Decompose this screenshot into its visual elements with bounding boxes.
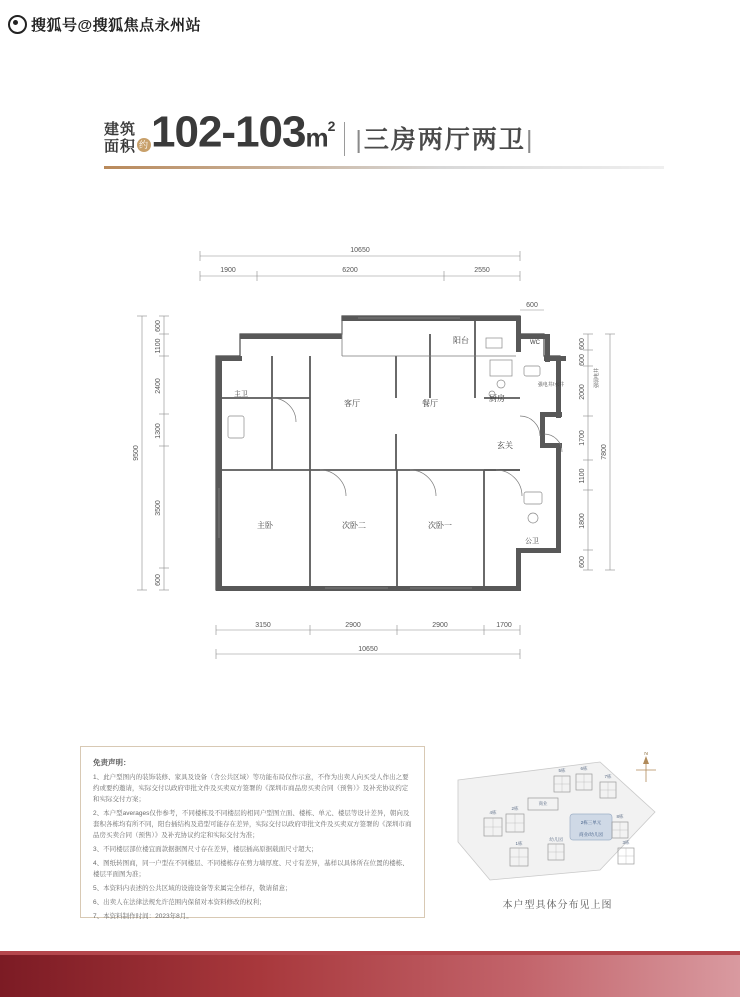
disclaimer-item: 4、图纸转图商，同一户型在不同楼层、不同楼栋存在剪力墙厚度、尺寸有差异，基样以具体所在位置的楼栋、楼层平面图为准； (93, 860, 409, 878)
dim-bot-seg-1: 2900 (345, 622, 361, 629)
site-block-label: 商业 (538, 801, 548, 806)
room-label-bedroom-2: 次卧二 (342, 521, 366, 530)
floor-plan (120, 238, 640, 678)
area-number: 102-103 (151, 107, 306, 157)
dim-left-seg-2: 2400 (155, 378, 162, 394)
title-area-label-line2: 面积 (104, 137, 137, 155)
dim-right-seg-2: 2000 (579, 384, 586, 400)
site-block-label: 幼儿园 (549, 837, 563, 842)
room-label-master-bedroom: 主卧 (257, 521, 273, 530)
dim-left-seg-5: 600 (155, 574, 162, 586)
site-block-label: 7栋 (604, 774, 612, 779)
dim-right-seg-3: 1700 (579, 430, 586, 446)
room-label-shaft-2: 强弱电井 (594, 367, 600, 389)
disclaimer-item: 5、本资料内表述的公共区域的设施设备等来属完全样存，敬请留意； (93, 885, 292, 892)
disclaimer-item: 6、出卖人在法律法规允许范围内保留对本资料修改的权利； (93, 899, 266, 906)
dim-bot-seg-3: 1700 (496, 622, 512, 629)
room-label-bedroom-1: 次卧一 (428, 521, 452, 530)
north-label: N (644, 752, 648, 757)
dim-top-seg-1: 6200 (342, 267, 358, 274)
dim-left-overall: 9500 (133, 445, 140, 461)
dim-right-seg-0: 600 (579, 338, 586, 350)
bottom-bar (0, 955, 740, 997)
dim-right-seg-4: 1100 (579, 468, 586, 484)
dim-right-seg-1: 600 (579, 354, 586, 366)
dim-left-seg-1: 1100 (155, 338, 162, 354)
dim-small-0: 600 (526, 302, 538, 309)
dim-left-seg-4: 3500 (155, 500, 162, 516)
title-layout (355, 120, 534, 156)
dim-bot-seg-2: 2900 (432, 622, 448, 629)
room-label-living: 客厅 (344, 399, 360, 408)
site-highlight-sublabel: 商业/幼儿园 (579, 832, 603, 837)
title-area-label (104, 122, 153, 155)
site-map-caption: 本户型具体分布见上图 (502, 900, 613, 911)
site-block-label: 5栋 (558, 768, 566, 773)
layout-tick-left: | (355, 125, 364, 154)
dim-left-seg-0: 600 (155, 320, 162, 332)
room-label-public-bath: 公卫 (525, 538, 539, 545)
room-label-dining: 餐厅 (422, 399, 438, 408)
dim-right-overall: 7800 (601, 444, 608, 460)
disclaimer-item: 1、此户型图内的装饰装修、家具及设备（含公共区域）等功能布局仅作示意，不作为出卖人向买受人作出之要约或要约邀请，实际交付以政府审批文件及买卖双方签署的《深圳市商品房买卖合同（预售）》及补充协议约定和实际交付方案； (93, 774, 409, 803)
room-label-kitchen: 厨房 (489, 394, 505, 403)
watermark-text: 搜狐号@搜狐焦点永州站 (31, 17, 202, 34)
area-unit: m (305, 122, 328, 153)
title-area-value (151, 104, 334, 160)
room-label-foyer: 玄关 (497, 441, 513, 450)
site-map (450, 752, 665, 892)
site-block-label: 3栋 (622, 840, 630, 845)
dim-right-seg-6: 600 (579, 556, 586, 568)
layout-tick-right: | (525, 125, 535, 154)
dim-top-overall: 10650 (350, 247, 370, 254)
area-unit-sup: 2 (327, 118, 335, 134)
sohu-logo-icon (8, 15, 27, 34)
title-rule (104, 166, 664, 169)
disclaimer-item: 3、不同楼层部位楼宜面款据据图尺寸存在差异，楼层插高原据载面尺寸超大； (93, 846, 318, 853)
room-label-wc: WC (530, 340, 540, 346)
title-area-label-line1: 建筑 (104, 120, 137, 138)
disclaimer-item: 2、本户型averages仅作参考，不同楼栋及不同楼层的相同户型图立面、楼栋、单元、楼层等设计差异，朝向及套积各栋均有所不同，阳台插结构及造型可能存在差异，实际交付以政府审批文件及买卖双方签署的《深圳市商品房买卖合同（预售）》及补充协议约定和实际交付为准； (93, 810, 412, 839)
dim-right-seg-5: 1800 (579, 513, 586, 529)
north-arrow-icon (636, 756, 656, 782)
layout-text: 三房两厅两卫 (363, 125, 526, 154)
watermark (8, 14, 201, 35)
approx-badge: 约 (139, 139, 150, 150)
dim-bot-seg-0: 3150 (255, 622, 271, 629)
dim-left-seg-3: 1300 (155, 423, 162, 439)
room-label-master-bath: 主卫 (234, 391, 248, 398)
dim-top-seg-0: 1900 (220, 267, 236, 274)
disclaimer-heading: 免责声明： (93, 758, 131, 767)
site-block-label: 1栋 (515, 841, 523, 846)
site-block-label: 4栋 (489, 810, 497, 815)
site-highlight-label: 2栋三单元 (580, 820, 602, 825)
room-label-balcony: 阳台 (453, 336, 469, 345)
site-block-label: 2栋 (511, 806, 519, 811)
site-block-label: 8栋 (616, 814, 624, 819)
page-title (104, 104, 664, 160)
site-block-label: 6栋 (580, 766, 588, 771)
site-boundary (458, 762, 655, 880)
room-label-shaft: 强电井/水井 (537, 382, 565, 388)
disclaimer-box (80, 746, 425, 918)
title-divider (344, 122, 345, 156)
dim-top-seg-2: 2550 (474, 267, 490, 274)
dim-bot-overall: 10650 (358, 646, 378, 653)
disclaimer-item: 7、本资料制作时间：2023年8月。 (93, 913, 193, 920)
